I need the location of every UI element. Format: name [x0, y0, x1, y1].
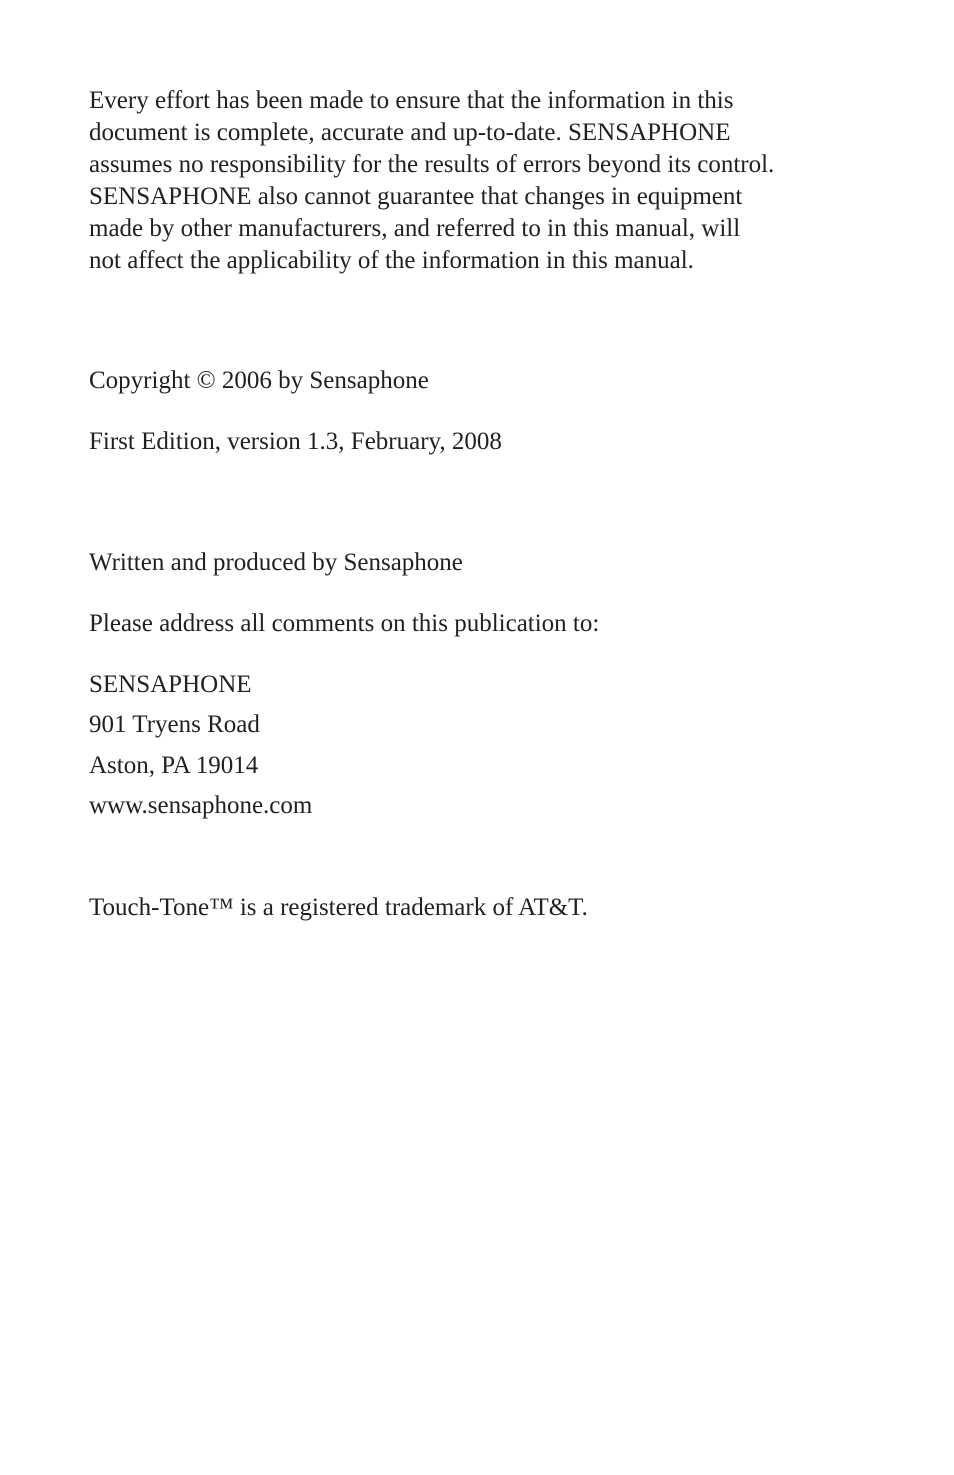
- disclaimer-line: Every effort has been made to ensure that the information in this: [89, 87, 734, 114]
- disclaimer-line: made by other manufacturers, and referred to in this manual, will: [89, 215, 741, 242]
- address-city-state-zip: Aston, PA 19014: [89, 752, 259, 779]
- written-by: Written and produced by Sensaphone: [89, 549, 463, 576]
- disclaimer-line: not affect the applicability of the information in this manual.: [89, 247, 694, 274]
- trademark-notice: Touch-Tone™ is a registered trademark of AT&T.: [89, 894, 588, 921]
- edition-info: First Edition, version 1.3, February, 2008: [89, 428, 502, 455]
- address-website: www.sensaphone.com: [89, 792, 313, 819]
- disclaimer-line: SENSAPHONE also cannot guarantee that changes in equipment: [89, 183, 743, 210]
- copyright-notice: Copyright © 2006 by Sensaphone: [89, 367, 429, 394]
- disclaimer-line: assumes no responsibility for the results of errors beyond its control.: [89, 151, 775, 178]
- address-company: SENSAPHONE: [89, 671, 252, 698]
- address-street: 901 Tryens Road: [89, 711, 260, 738]
- disclaimer-line: document is complete, accurate and up-to-date. SENSAPHONE: [89, 119, 731, 146]
- disclaimer-paragraph: [89, 85, 774, 277]
- address-intro: Please address all comments on this publication to:: [89, 610, 600, 637]
